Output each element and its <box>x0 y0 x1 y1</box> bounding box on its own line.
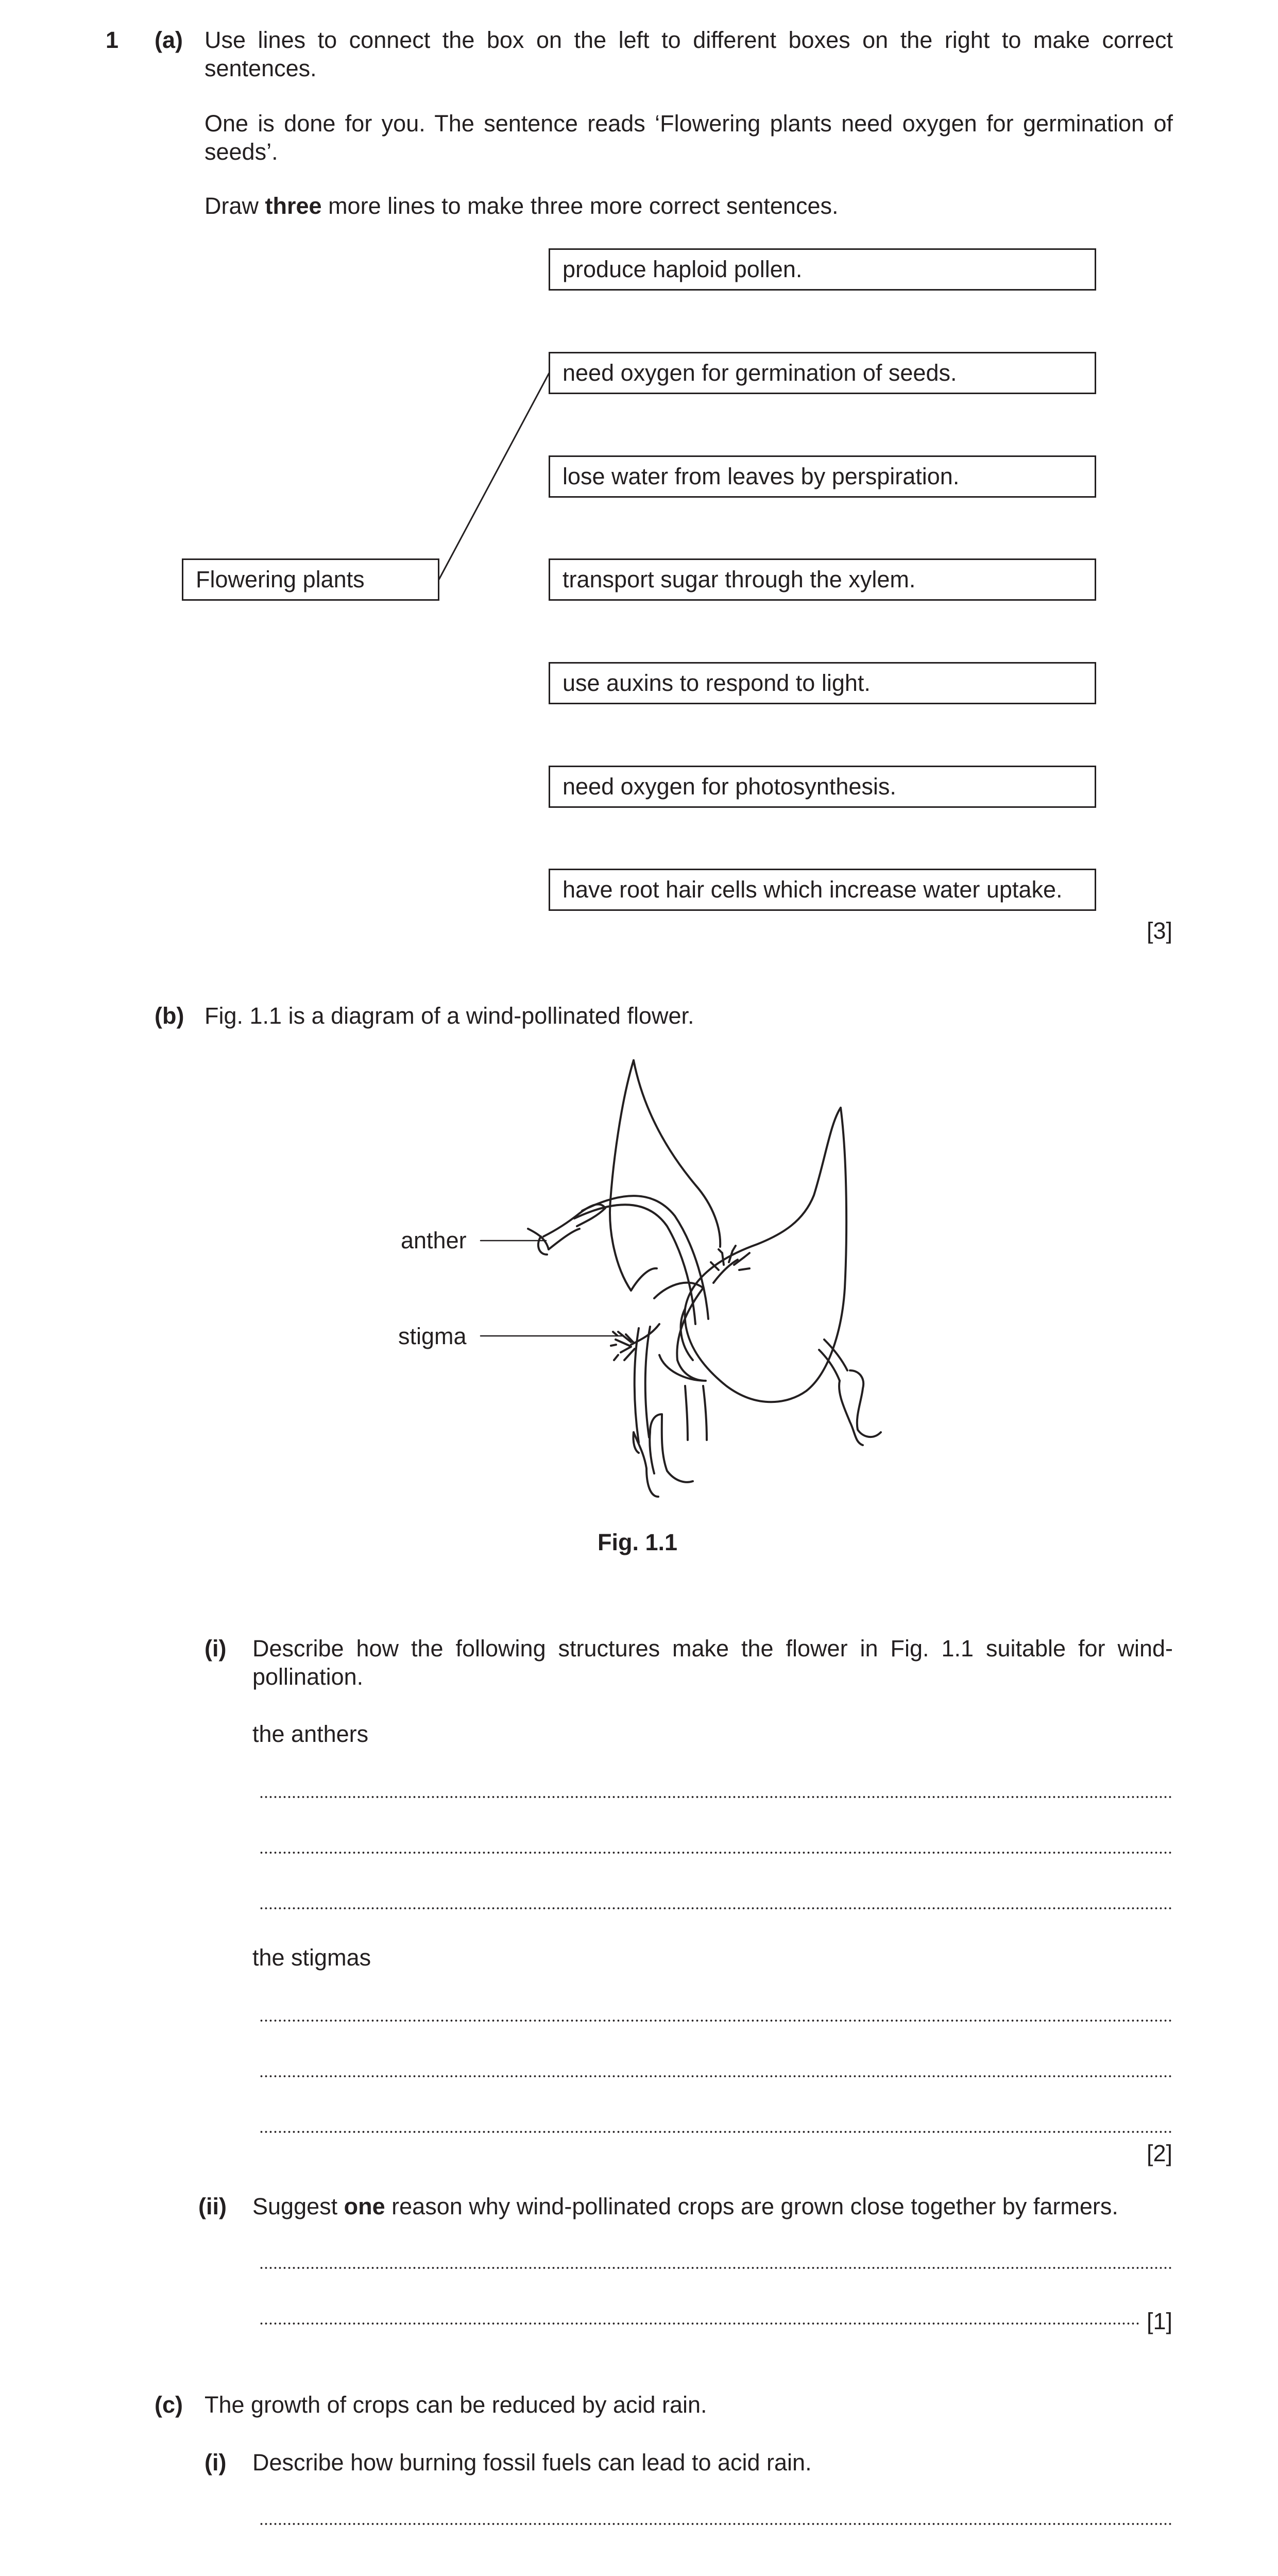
answer-line[interactable] <box>259 1852 1173 1854</box>
answer-line[interactable] <box>259 2131 1173 2133</box>
left-box-flowering-plants[interactable]: Flowering plants <box>182 558 439 601</box>
part-a-marks: [3] <box>1146 918 1172 944</box>
right-box-1[interactable]: produce haploid pollen. <box>549 248 1096 291</box>
part-b-i-question: Describe how the following structures make the flower in Fig. 1.1 suitable for wind-pollination. <box>252 1635 1173 1690</box>
right-box-5[interactable]: use auxins to respond to light. <box>549 662 1096 704</box>
label-anther: anther <box>401 1227 467 1253</box>
part-b-intro: Fig. 1.1 is a diagram of a wind-pollinated flower. <box>205 1003 694 1029</box>
part-b-ii-question <box>252 2192 1173 2221</box>
right-box-4[interactable]: transport sugar through the xylem. <box>549 558 1096 601</box>
right-box-6[interactable]: need oxygen for photosynthesis. <box>549 766 1096 808</box>
part-b-ii-label: (ii) <box>198 2193 227 2219</box>
sub-question-anthers: the anthers <box>252 1721 369 1747</box>
part-b-label: (b) <box>155 1003 184 1029</box>
question-text: Suggest <box>252 2193 344 2219</box>
figure-caption: Fig. 1.1 <box>598 1529 678 1555</box>
part-c-i-question: Describe how burning fossil fuels can lead to acid rain. <box>252 2449 812 2476</box>
label-stigma: stigma <box>398 1323 467 1349</box>
part-b-ii-marks: [1] <box>1146 2308 1172 2334</box>
instruction-3-text-end: more lines to make three more correct sentences. <box>321 193 839 219</box>
instruction-3-text: Draw <box>205 193 265 219</box>
part-c-intro: The growth of crops can be reduced by acid rain. <box>205 2392 707 2418</box>
part-c-i-label: (i) <box>205 2449 227 2476</box>
part-a-instruction-1: Use lines to connect the box on the left to different boxes on the right to make correct sentences. <box>205 27 1173 81</box>
part-a-instruction-2: One is done for you. The sentence reads ‘Flowering plants need oxygen for germination of seeds’. <box>205 110 1173 165</box>
part-a-label: (a) <box>155 27 183 53</box>
question-number: 1 <box>106 27 119 53</box>
question-text-end: reason why wind-pollinated crops are grown close together by farmers. <box>385 2193 1118 2219</box>
answer-line[interactable] <box>259 2267 1173 2269</box>
right-box-7[interactable]: have root hair cells which increase water uptake. <box>549 869 1096 911</box>
answer-line[interactable] <box>259 2523 1173 2525</box>
answer-line[interactable] <box>259 2020 1173 2022</box>
part-c-label: (c) <box>155 2392 183 2418</box>
answer-line[interactable] <box>259 2075 1173 2077</box>
right-box-2[interactable]: need oxygen for germination of seeds. <box>549 352 1096 394</box>
answer-line[interactable] <box>259 2323 1140 2325</box>
right-box-3[interactable]: lose water from leaves by perspiration. <box>549 455 1096 498</box>
answer-line[interactable] <box>259 1907 1173 1909</box>
part-b-i-marks: [2] <box>1146 2140 1172 2166</box>
instruction-3-emphasis: three <box>265 193 322 219</box>
answer-line[interactable] <box>259 1796 1173 1798</box>
part-b-i-label: (i) <box>205 1635 227 1662</box>
question-emphasis: one <box>344 2193 385 2219</box>
sub-question-stigmas: the stigmas <box>252 1944 371 1971</box>
